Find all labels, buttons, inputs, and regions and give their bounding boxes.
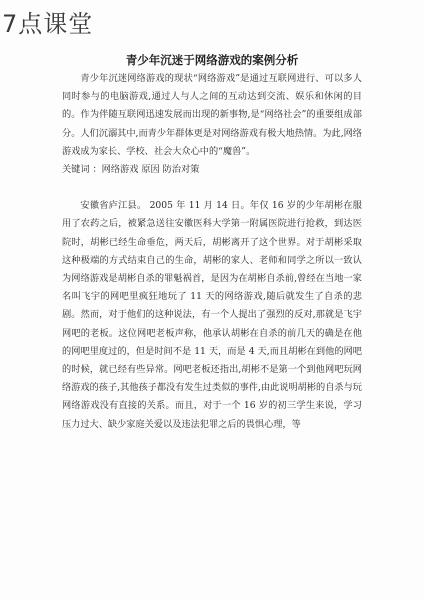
case-paragraph: 安徽省庐江县。 2005 年 11 月 14 日。年仅 16 岁的少年胡彬在服用了农药之后，被紧急送往安徽医科大学第一附属医院进行抢救，到达医院时，胡彬已经生命垂危，两天后，胡彬离开了这个世界。对于胡彬采取这种极端的方式结束自己的生命，胡彬的家人、老师和同学之所以一致认为网络游戏是胡彬自杀的罪魁祸首，是因为在胡彬自杀前,曾经在当地一家名叫飞宇的网吧里疯狂地玩了 11 天的网络游戏,随后就发生了自杀的悲剧。然而，对于他们的这种说法，有一个人提出了强烈的反对,那就是飞宇网吧的老板。这位网吧老板声称，他承认胡彬在自杀的前几天的确是在他的网吧里度过的，但是时间不是 11 天，而是 4 天,而且胡彬在到他的网吧的时候，就已经有些异常。网吧老板还指出,胡彬不是第一个到他网吧玩网络游戏的孩子,其他孩子都没有发生过类似的事件,由此说明胡彬的自杀与玩网络游戏没有直接的关系。而且，对于一个 16 岁的初三学生来说，学习压力过大、缺少家庭关爱以及违法犯罪之后的畏惧心理，等 [62,200,362,430]
document-body [62,70,362,434]
keywords-line: 关键词 ：网络游戏 原因 防治对策 [62,164,200,176]
document-title: 青少年沉迷于网络游戏的案例分析 [125,53,299,67]
intro-paragraph: 青少年沉迷网络游戏的现状“网络游戏”是通过互联网进行、可以多人同时参与的电脑游戏,通过人与人之间的互动达到交流、娱乐和休闲的目的。作为伴随互联网迅速发展而出现的新事物,是“网络社会”的重要组成部分。人们沉溺其中,而青少年群体更是对网络游戏有极大地热情。为此,网络游戏成为家长、学校、社会大众心中的“魔兽”。 [62,73,362,157]
watermark-logo: 7点课堂 [2,10,94,38]
